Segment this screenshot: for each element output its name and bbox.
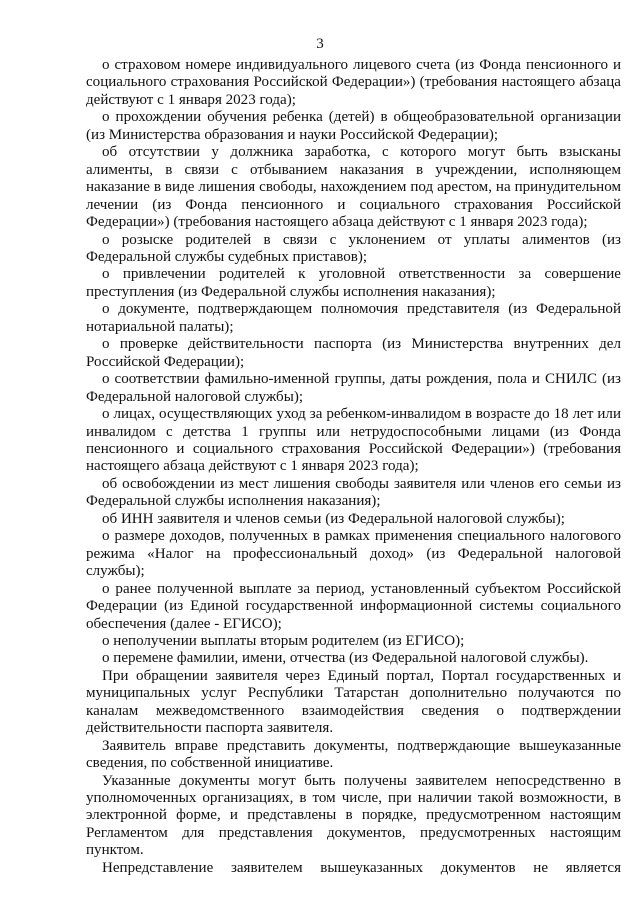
paragraph: о неполучении выплаты вторым родителем (из ЕГИСО); — [102, 632, 465, 649]
paragraph: о соответствии фамильно-именной группы, даты рождения, пола и СНИЛС (из Федеральной налоговой службы); — [86, 371, 621, 405]
paragraph: о прохождении обучения ребенка (детей) в общеобразовательной организации (из Министерства образования и науки Российской Федерации); — [86, 109, 621, 143]
paragraph: о ранее полученной выплате за период, установленный субъектом Российской Федерации (из Единой государственной информационной системы социального обеспечения (далее - ЕГИСО); — [86, 580, 621, 632]
paragraph: о перемене фамилии, имени, отчества (из Федеральной налоговой службы). — [102, 650, 589, 667]
paragraph: об освобождении из мест лишения свободы заявителя или членов его семьи из Федеральной службы исполнения наказания); — [86, 475, 621, 510]
paragraph: о привлечении родителей к уголовной ответственности за совершение преступления (из Федеральной службы исполнения наказания); — [86, 266, 621, 300]
page-number: 3 — [316, 36, 324, 52]
paragraph: Заявитель вправе представить документы, подтверждающие вышеуказанные сведения, по собственной инициативе. — [86, 737, 621, 772]
paragraph: Непредставление заявителем вышеуказанных документов не является — [102, 859, 621, 876]
paragraph: о лицах, осуществляющих уход за ребенком-инвалидом в возрасте до 18 лет или инвалидом с детства 1 группы или нетрудоспособными лицами (из Фонда пенсионного и социального страхования Российской Федерации») (требования настоящего абзаца действуют с 1 января 2023 года); — [86, 406, 621, 475]
paragraph: о страховом номере индивидуального лицевого счета (из Фонда пенсионного и социального страхования Российской Федерации») (требования настоящего абзаца действуют с 1 января 2023 года); — [86, 57, 621, 108]
paragraph: о размере доходов, полученных в рамках применения специального налогового режима «Налог на профессиональный доход» (из Федеральной налоговой службы); — [86, 528, 621, 580]
document-body — [86, 57, 621, 877]
paragraph: При обращении заявителя через Единый портал, Портал государственных и муниципальных услуг Республики Татарстан дополнительно получаются по каналам межведомственного взаимодействия сведения о подтверждении действительности паспорта заявителя. — [86, 667, 621, 737]
paragraph: о документе, подтверждающем полномочия представителя (из Федеральной нотариальной палаты); — [86, 301, 621, 335]
paragraph: о розыске родителей в связи с уклонением от уплаты алиментов (из Федеральной службы судебных приставов); — [86, 231, 621, 265]
paragraph: о проверке действительности паспорта (из Министерства внутренних дел Российской Федерации); — [86, 336, 621, 370]
paragraph: об ИНН заявителя и членов семьи (из Федеральной налоговой службы); — [102, 510, 565, 527]
paragraph: об отсутствии у должника заработка, с которого могут быть взысканы алименты, в связи с отбыванием наказания в учреждении, исполняющем наказание в виде лишения свободы, нахождением под арестом, на принудительном лечении (из Фонда пенсионного и социального страхования Российской Федерации») (требования настоящего абзаца действуют с 1 января 2023 года); — [86, 144, 621, 231]
paragraph: Указанные документы могут быть получены заявителем непосредственно в уполномоченных организациях, в том числе, при наличии такой возможности, в электронной форме, и представлены в порядке, предусмотренном настоящим Регламентом для представления документов, предусмотренных настоящим пунктом. — [86, 772, 621, 859]
